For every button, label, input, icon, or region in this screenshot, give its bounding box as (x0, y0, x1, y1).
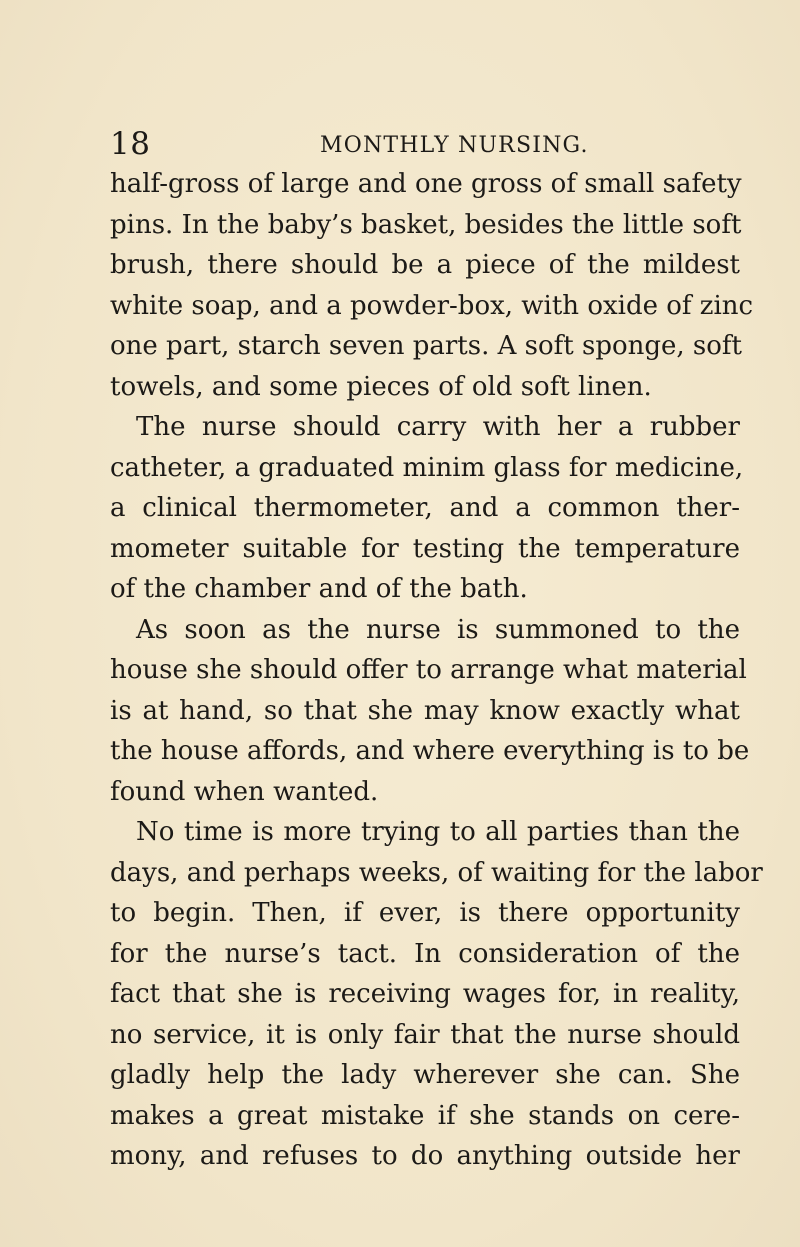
text-line: a clinical thermometer, and a common ther- (110, 493, 740, 523)
text-line: days, and perhaps weeks, of waiting for the labor (110, 857, 763, 888)
text-line: one part, starch seven parts. A soft sponge, soft (110, 331, 742, 361)
text-line: brush, there should be a piece of the mildest (110, 250, 740, 280)
text-line: found when wanted. (110, 776, 379, 807)
text-line: of the chamber and of the bath. (110, 574, 528, 604)
text-line: half-gross of large and one gross of small safety (110, 169, 742, 199)
text-line: house she should offer to arrange what material (110, 655, 747, 685)
text-line: gladly help the lady wherever she can. She (110, 1060, 740, 1090)
text-line: white soap, and a powder-box, with oxide of zinc (110, 290, 754, 321)
text-line: is at hand, so that she may know exactly what (110, 695, 740, 726)
running-head: MONTHLY NURSING. (320, 133, 589, 158)
text-line: the house affords, and where everything is to be (110, 736, 750, 766)
text-line: mometer suitable for testing the temperature (110, 533, 740, 564)
page-number: 18 (110, 126, 151, 162)
text-line: pins. In the baby’s basket, besides the little soft (110, 209, 742, 240)
text-line: for the nurse’s tact. In consideration of the (110, 938, 740, 969)
text-line: mony, and refuses to do anything outside her (110, 1141, 740, 1171)
text-line: As soon as the nurse is summoned to the (136, 614, 740, 645)
text-line: makes a great mistake if she stands on cere- (110, 1100, 740, 1131)
text-line: fact that she is receiving wages for, in reality, (110, 979, 740, 1009)
text-line: no service, it is only fair that the nurse should (110, 1019, 740, 1050)
body-text (110, 164, 763, 1177)
text-line: The nurse should carry with her a rubber (136, 412, 740, 442)
text-line: No time is more trying to all parties than the (136, 817, 740, 847)
page-header (110, 122, 740, 166)
text-line: to begin. Then, if ever, is there opportunity (110, 898, 740, 928)
text-line: catheter, a graduated minim glass for medicine, (110, 452, 744, 483)
text-line: towels, and some pieces of old soft linen. (110, 371, 652, 402)
